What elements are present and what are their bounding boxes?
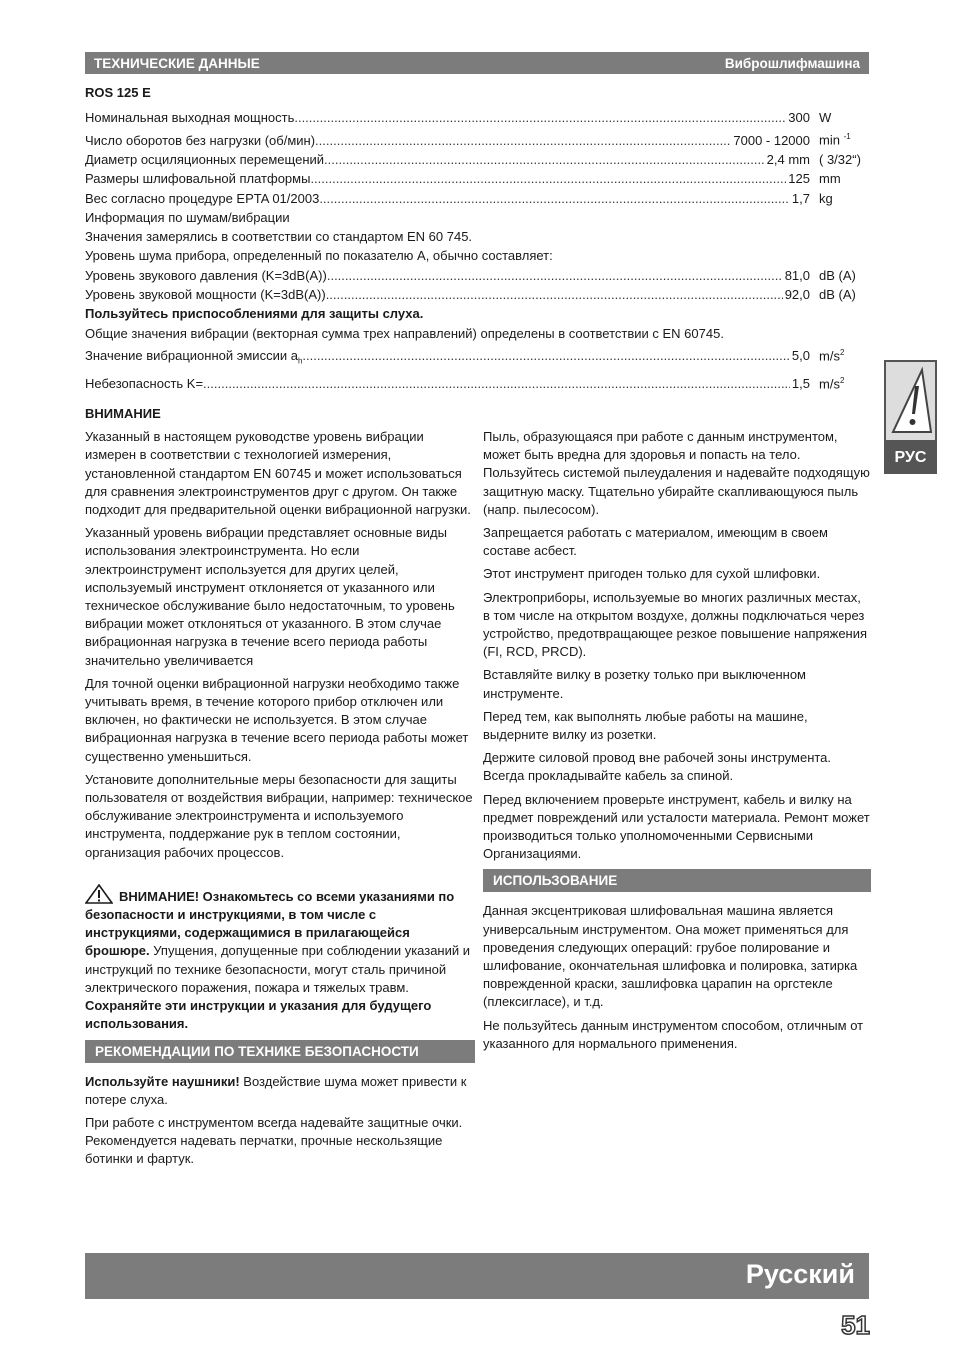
spec-label: Вес согласно процедуре EPTA 01/2003 <box>85 190 320 206</box>
spec-row <box>85 189 875 208</box>
paragraph: Вставляйте вилку в розетку только при выключенном инструменте. <box>483 667 806 701</box>
spec-unit: $m/s^2$ <box>819 347 845 364</box>
spec-unit: mm <box>819 171 841 187</box>
spec-value: 7000 - 12000 <box>733 132 810 148</box>
left-column <box>85 405 475 1174</box>
noise-info-line: Информация по шумам/вибрации <box>85 209 290 225</box>
spec-unit: $m/s^2$ <box>819 376 845 392</box>
noise-info-line: Уровень шума прибора, определенный по показателю А, обычно составляет: <box>85 248 553 264</box>
spec-label: Размеры шлифовальной платформы <box>85 171 311 187</box>
attention-title: ВНИМАНИЕ <box>85 406 161 421</box>
spec-row <box>85 108 875 127</box>
spec-value: 5,0 <box>791 348 810 364</box>
vibration-intro: Общие значения вибрации (векторная сумма трех направлений) определены в соответствии с EN 60745. <box>85 325 724 341</box>
paragraph: Указанный в настоящем руководстве уровень вибрации измерен в соответствии с технологией измерения, установленной стандартом EN 60745 и может использоваться для сравнения электроинструментов друг с другом. Он также подходит для предварительной оценки вибрационной нагрузки. <box>85 429 471 518</box>
paragraph: Перед тем, как выполнять любые работы на машине, выдерните вилку из розетки. <box>483 708 808 743</box>
spec-unit: min $^{-1}$ <box>819 132 851 148</box>
paragraph: Запрещается работать с материалом, имеющим в своем составе асбест. <box>483 525 828 559</box>
spec-row <box>85 150 875 169</box>
specs-block <box>85 108 875 394</box>
spec-unit: W <box>819 110 832 125</box>
paragraph: Этот инструмент пригоден только для сухой шлифовки. <box>483 566 821 582</box>
ear-protection-text: Воздействие шума может привести к потере слуха. <box>85 1073 467 1107</box>
spec-value: 125 <box>788 171 810 187</box>
noise-info-line: Значения замерялись в соответствии со стандартом EN 60 745. <box>85 229 473 245</box>
paragraph <box>85 1073 475 1109</box>
spec-value: 1,7 <box>791 190 810 206</box>
vibration-spec-row <box>85 343 875 371</box>
spec-unit: ( 3/32“) <box>819 151 861 167</box>
spec-row <box>85 127 875 150</box>
right-column <box>483 428 871 1058</box>
side-warning-icon <box>884 360 937 442</box>
paragraph: Указанный уровень вибрации представляет основные виды использования электроинструмента. Но если электроинструмент используется для других целей, используемый инструмент отклоняется от указанного или техническое обслуживание было недостаточным, то уровень вибрации может отклоняться от указанного. В этом случае вибрационная нагрузка в течение всего периода работы значительно увеличивается <box>85 525 455 668</box>
paragraph: При работе с инструментом всегда надевайте защитные очки. Рекомендуется надевать перчатки, прочные нескользящие ботинки и фартук. <box>85 1114 463 1167</box>
paragraph: Установите дополнительные меры безопасности для защиты пользователя от воздействия вибрации, например: техническое обслуживание электроинструмента и используемого инструмента, поддержание рук в теплом состоянии, организация рабочих процессов. <box>85 771 473 860</box>
section-header-use: ИСПОЛЬЗОВАНИЕ <box>483 869 871 892</box>
warning-text: Упущения, допущенные при соблюдении указаний и инструкций по технике безопасности, могут сталь причиной электрического поражения, пожара и тяжелых травм. <box>85 943 471 995</box>
warning-bold-text: ВНИМАНИЕ! Ознакомьтесь со всеми указаниями по безопасности и инструкциями, в том числе с инструкциями, содержащимися в прилагающейся брошюре. <box>85 888 455 959</box>
footer-bar <box>85 1253 869 1299</box>
spec-label: Номинальная выходная мощность <box>85 110 295 125</box>
section-header-safety: РЕКОМЕНДАЦИИ ПО ТЕХНИКЕ БЕЗОПАСНОСТИ <box>85 1040 475 1063</box>
warning-paragraph <box>85 884 475 1034</box>
spec-label: Число оборотов без нагрузки (об/мин) <box>85 132 316 148</box>
spec-value: 300 <box>788 110 810 125</box>
paragraph: Для точной оценки вибрационной нагрузки необходимо также учитывать время, в течение которого прибор отключен или включен, но фактически не используется. В этом случае вибрационная нагрузка в течение всего периода работы может существенно уменьшиться. <box>85 675 469 764</box>
language-side-tab <box>884 360 937 474</box>
paragraph: Не пользуйтесь данным инструментом способом, отличным от указанного для нормального применения. <box>483 1017 864 1051</box>
header-product: Виброшлифмашина <box>724 56 860 71</box>
spec-unit: dB (A) <box>819 287 856 302</box>
warning-keep-instructions: Сохраняйте эти инструкции и указания для будущего использования. <box>85 998 432 1032</box>
spec-label: Значение вибрационной эмиссии $a_h$ <box>85 348 303 366</box>
noise-spec-row <box>85 285 875 304</box>
paragraph: Данная эксцентриковая шлифовальная машина является универсальным инструментом. Она может применяться для проведения следующих операций: грубое полирование и шлифование, окончательная шлифовка и полировка, затирка поврежденной краски, зашлифовка царапин на оргстекле (плексигласе), и т.д. <box>483 903 858 1010</box>
footer-language: Русский <box>745 1259 855 1289</box>
spec-label: Небезопасность K= <box>85 376 204 392</box>
spec-label: Диаметр осциляционных перемещений <box>85 151 325 167</box>
spec-value: 2,4 mm <box>766 151 810 167</box>
warning-triangle-icon <box>85 884 113 904</box>
section-header-technical-data <box>85 52 869 74</box>
model-name: ROS 125 E <box>85 85 151 100</box>
paragraph: Электроприборы, используемые во многих различных местах, в том числе на открытом воздухе, должны подключаться через устройство, предотвращающее резкое повышение напряжения (FI, RCD, PRCD). <box>483 589 868 660</box>
paragraph: Перед включением проверьте инструмент, кабель и вилку на предмет повреждений или усталости материала. Ремонт может производиться только уполномоченными Сервисными Организациями. <box>483 791 870 862</box>
spec-unit: kg <box>819 190 833 206</box>
paragraph: Пыль, образующаяся при работе с данным инструментом, может быть вредна для здоровья и попасть на тело. Пользуйтесь системой пылеудаления и надевайте подходящую защитную маску. Тщательно убирайте скапливающуюся пыль (напр. пылесосом). <box>483 429 870 517</box>
spec-unit: dB (A) <box>819 267 856 283</box>
spec-value: 1,5 <box>791 376 810 392</box>
ear-protection-bold: Используйте наушники! <box>85 1073 240 1089</box>
spec-label: Уровень звуковой мощности (K=3dB(A)) <box>85 287 326 302</box>
hearing-protection-note: Пользуйтесь приспособлениями для защиты слуха. <box>85 306 424 322</box>
noise-spec-row <box>85 266 875 285</box>
spec-value: 81,0 <box>784 267 810 283</box>
spec-row <box>85 169 875 188</box>
vibration-spec-row <box>85 371 875 394</box>
side-tab-label: РУС <box>894 449 927 466</box>
spec-label: Уровень звукового давления (K=3dB(A)) <box>85 267 327 283</box>
paragraph: Держите силовой провод вне рабочей зоны инструмента. Всегда прокладывайте кабель за спиной. <box>483 750 832 784</box>
spec-value: 92,0 <box>784 287 810 302</box>
header-title: ТЕХНИЧЕСКИЕ ДАННЫЕ <box>94 56 260 71</box>
page-number: 51 <box>841 1310 870 1340</box>
